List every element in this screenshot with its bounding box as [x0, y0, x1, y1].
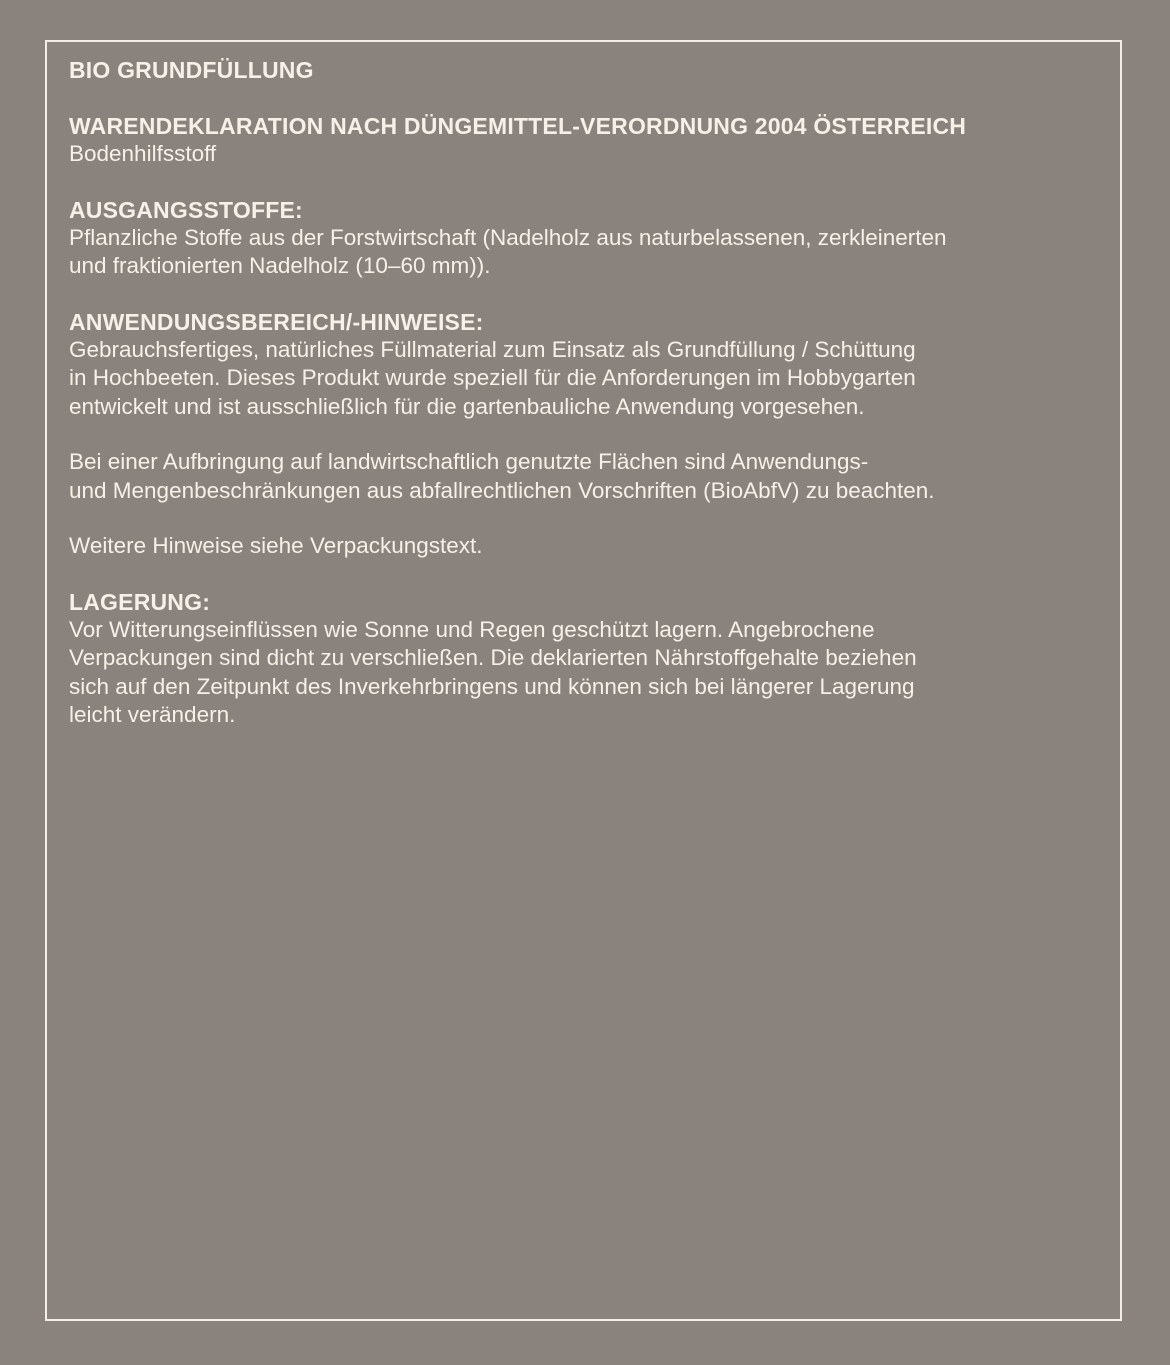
anwendung-line: und Mengenbeschränkungen aus abfallrechtlichen Vorschriften (BioAbfV) zu beachten.	[69, 477, 935, 503]
anwendung-section	[69, 308, 1090, 422]
anwendung-paragraph-2	[69, 448, 1090, 505]
label-frame	[45, 40, 1122, 1321]
lagerung-section	[69, 588, 1090, 730]
ausgangsstoffe-section	[69, 196, 1090, 281]
anwendung-line: Gebrauchsfertiges, natürliches Füllmaterial zum Einsatz als Grundfüllung / Schüttung	[69, 336, 916, 362]
declaration-type: Bodenhilfsstoff	[69, 141, 217, 166]
lagerung-line: leicht verändern.	[69, 702, 236, 727]
further-notes: Weitere Hinweise siehe Verpackungstext.	[69, 533, 483, 558]
product-title: BIO GRUNDFÜLLUNG	[69, 57, 314, 83]
lagerung-heading: LAGERUNG:	[69, 588, 211, 615]
declaration-heading: WARENDEKLARATION NACH DÜNGEMITTEL-VERORDNUNG 2004 ÖSTERREICH	[69, 113, 967, 139]
ausgangsstoffe-line: und fraktionierten Nadelholz (10–60 mm)).	[69, 253, 491, 278]
anwendung-heading: ANWENDUNGSBEREICH/-HINWEISE:	[69, 308, 484, 335]
anwendung-line: in Hochbeeten. Dieses Produkt wurde speziell für die Anforderungen im Hobbygarten	[69, 365, 916, 390]
lagerung-line: Verpackungen sind dicht zu verschließen. Die deklarierten Nährstoffgehalte beziehen	[69, 645, 917, 670]
lagerung-line: Vor Witterungseinflüssen wie Sonne und Regen geschützt lagern. Angebrochene	[69, 616, 875, 642]
ausgangsstoffe-line: Pflanzliche Stoffe aus der Forstwirtschaft (Nadelholz aus naturbelassenen, zerkleinerten	[69, 224, 947, 250]
anwendung-line: Bei einer Aufbringung auf landwirtschaftlich genutzte Flächen sind Anwendungs-	[69, 449, 869, 474]
anwendung-line: entwickelt und ist ausschließlich für die gartenbauliche Anwendung vorgesehen.	[69, 393, 865, 419]
anwendung-paragraph-3	[69, 532, 1090, 561]
label-content	[69, 56, 1090, 757]
declaration-section	[69, 112, 1090, 169]
ausgangsstoffe-heading: AUSGANGSSTOFFE:	[69, 196, 303, 223]
lagerung-line: sich auf den Zeitpunkt des Inverkehrbringens und können sich bei längerer Lagerung	[69, 673, 915, 699]
